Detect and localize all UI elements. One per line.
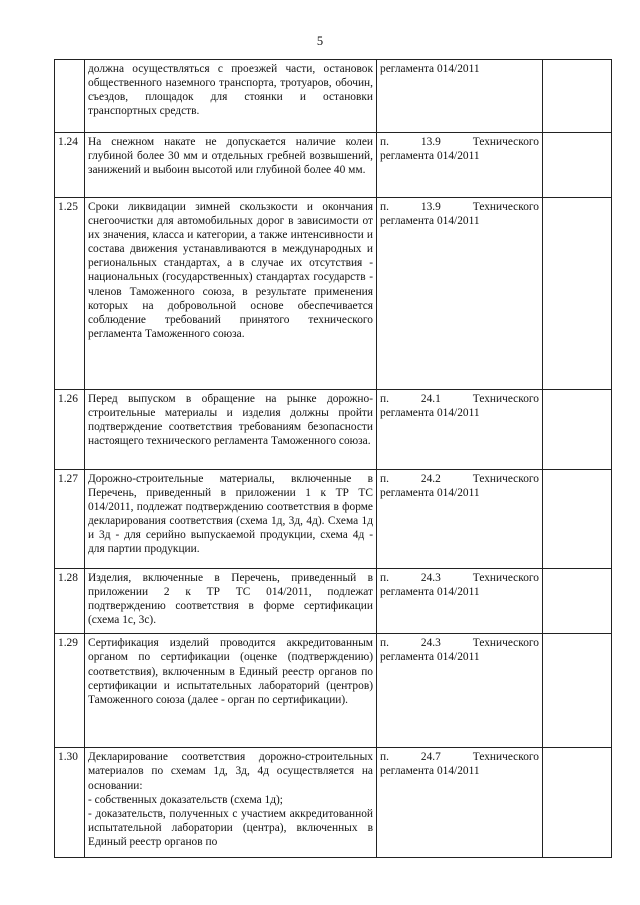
reference-regulation: регламента 014/2011 — [380, 63, 480, 75]
requirement-text — [85, 748, 377, 858]
regulation-reference — [377, 569, 543, 634]
reference-prefix: п. — [380, 751, 389, 764]
reference-regulation: регламента 014/2011 — [380, 765, 480, 778]
requirement-text — [85, 569, 377, 634]
regulation-reference — [377, 133, 543, 198]
requirement-paragraph: Изделия, включенные в Перечень, приведенный в приложении 2 к ТР ТС 014/2011, подлежат подтверждению соответствия в форме сертификации (схема 1с, 3с). — [88, 572, 373, 627]
table-row — [55, 390, 612, 470]
reference-regulation: регламента 014/2011 — [380, 651, 480, 664]
requirement-paragraph: должна осуществляться с проезжей части, остановок общественного наземного транспорта, тротуаров, обочин, съездов, площадок для стоянки и остановки транспортных средств. — [88, 63, 373, 118]
regulation-reference — [377, 748, 543, 858]
table-row — [55, 60, 612, 133]
reference-prefix: п. — [380, 637, 389, 650]
requirements-table-body — [55, 60, 612, 858]
reference-clause: 24.1 — [420, 393, 441, 405]
table-row — [55, 569, 612, 634]
regulation-reference — [377, 60, 543, 133]
empty-cell — [543, 470, 612, 569]
reference-clause: 24.2 — [420, 473, 441, 485]
table-row — [55, 634, 612, 748]
empty-cell — [543, 634, 612, 748]
requirements-table — [54, 59, 612, 858]
reference-prefix: п. — [380, 572, 389, 584]
reference-word: Технического — [472, 637, 539, 650]
reference-word: Технического — [472, 201, 539, 213]
reference-regulation: регламента 014/2011 — [380, 150, 480, 163]
reference-clause: 13.9 — [420, 201, 441, 213]
empty-cell — [543, 569, 612, 634]
requirement-text — [85, 470, 377, 569]
reference-clause: 24.7 — [420, 751, 441, 764]
reference-clause-line — [380, 571, 539, 585]
table-row — [55, 198, 612, 390]
page-number: 5 — [316, 34, 324, 48]
empty-cell — [543, 748, 612, 858]
table-row — [55, 133, 612, 198]
item-number: 1.26 — [55, 390, 85, 470]
requirement-text — [85, 390, 377, 470]
reference-clause: 24.3 — [420, 637, 441, 650]
requirement-paragraph: Дорожно-строительные материалы, включенные в Перечень, приведенный в приложении 1 к ТР ТС 014/2011, подлежат подтверждению соответствия в форме декларирования соответствия (схема 1д, 3д, 4д). Схема 1д и 3д - для серийно выпускаемой продукции, схема 4д - для партии продукции. — [88, 473, 373, 556]
requirement-text — [85, 634, 377, 748]
reference-prefix: п. — [380, 473, 389, 485]
empty-cell — [543, 60, 612, 133]
requirement-paragraph: Сроки ликвидации зимней скользкости и окончания снегоочистки для автомобильных дорог в зависимости от их значения, класса и категории, а также интенсивности и состава движения устанавливаются в международных и региональных стандартах, а в случае их отсутствия - национальных (государственных) стандартах государств - членов Таможенного союза, в результате применения которых на добровольной основе обеспечивается соблюдение требований принятого технического регламента Таможенного союза. — [88, 201, 373, 340]
reference-prefix: п. — [380, 201, 389, 213]
table-row — [55, 470, 612, 569]
reference-clause-line — [380, 392, 539, 406]
reference-word: Технического — [472, 473, 539, 485]
reference-clause: 13.9 — [420, 136, 441, 148]
reference-clause-line — [380, 135, 539, 149]
item-number: 1.24 — [55, 133, 85, 198]
table-row — [55, 748, 612, 858]
reference-word: Технического — [472, 751, 539, 764]
empty-cell — [543, 198, 612, 390]
requirement-paragraph: Декларирование соответствия дорожно-строительных материалов по схемам 1д, 3д, 4д осуществляется на основании: — [88, 751, 373, 792]
reference-clause: 24.3 — [420, 572, 441, 584]
reference-word: Технического — [472, 393, 539, 405]
item-number: 1.25 — [55, 198, 85, 390]
regulation-reference — [377, 634, 543, 748]
reference-regulation: регламента 014/2011 — [380, 215, 480, 228]
reference-clause-line — [380, 200, 539, 214]
reference-regulation: регламента 014/2011 — [380, 487, 480, 500]
empty-cell — [543, 133, 612, 198]
reference-prefix: п. — [380, 136, 389, 148]
item-number: 1.27 — [55, 470, 85, 569]
reference-prefix: п. — [380, 393, 389, 405]
item-number: 1.29 — [55, 634, 85, 748]
requirement-text — [85, 60, 377, 133]
reference-clause-line — [380, 636, 539, 650]
item-number: 1.28 — [55, 569, 85, 634]
empty-cell — [543, 390, 612, 470]
requirement-paragraph: - собственных доказательств (схема 1д); — [88, 793, 283, 806]
item-number: 1.30 — [55, 748, 85, 858]
regulation-reference — [377, 390, 543, 470]
reference-clause-line — [380, 472, 539, 486]
regulation-reference — [377, 198, 543, 390]
reference-regulation: регламента 014/2011 — [380, 586, 480, 599]
reference-word: Технического — [472, 136, 539, 148]
reference-word: Технического — [472, 572, 539, 584]
requirement-paragraph: - доказательств, полученных с участием аккредитованной испытательной лаборатории (центра), включенных в Единый реестр органов по — [88, 807, 373, 848]
item-number — [55, 60, 85, 133]
requirement-text — [85, 198, 377, 390]
requirement-paragraph: На снежном накате не допускается наличие колеи глубиной более 30 мм и отдельных гребней возвышений, занижений и выбоин высотой или глубиной более 40 мм. — [88, 136, 373, 177]
requirement-paragraph: Сертификация изделий проводится аккредитованным органом по сертификации (оценке (подтверждению) соответствия), включенным в Единый реестр органов по сертификации и испытательных лабораторий (центров) Таможенного союза (далее - орган по сертификации). — [88, 637, 373, 706]
reference-regulation: регламента 014/2011 — [380, 407, 480, 420]
requirement-text — [85, 133, 377, 198]
regulation-reference — [377, 470, 543, 569]
requirement-paragraph: Перед выпуском в обращение на рынке дорожно-строительные материалы и изделия должны пройти подтверждение соответствия требованиям безопасности настоящего технического регламента Таможенного союза. — [88, 393, 373, 448]
reference-clause-line — [380, 750, 539, 764]
